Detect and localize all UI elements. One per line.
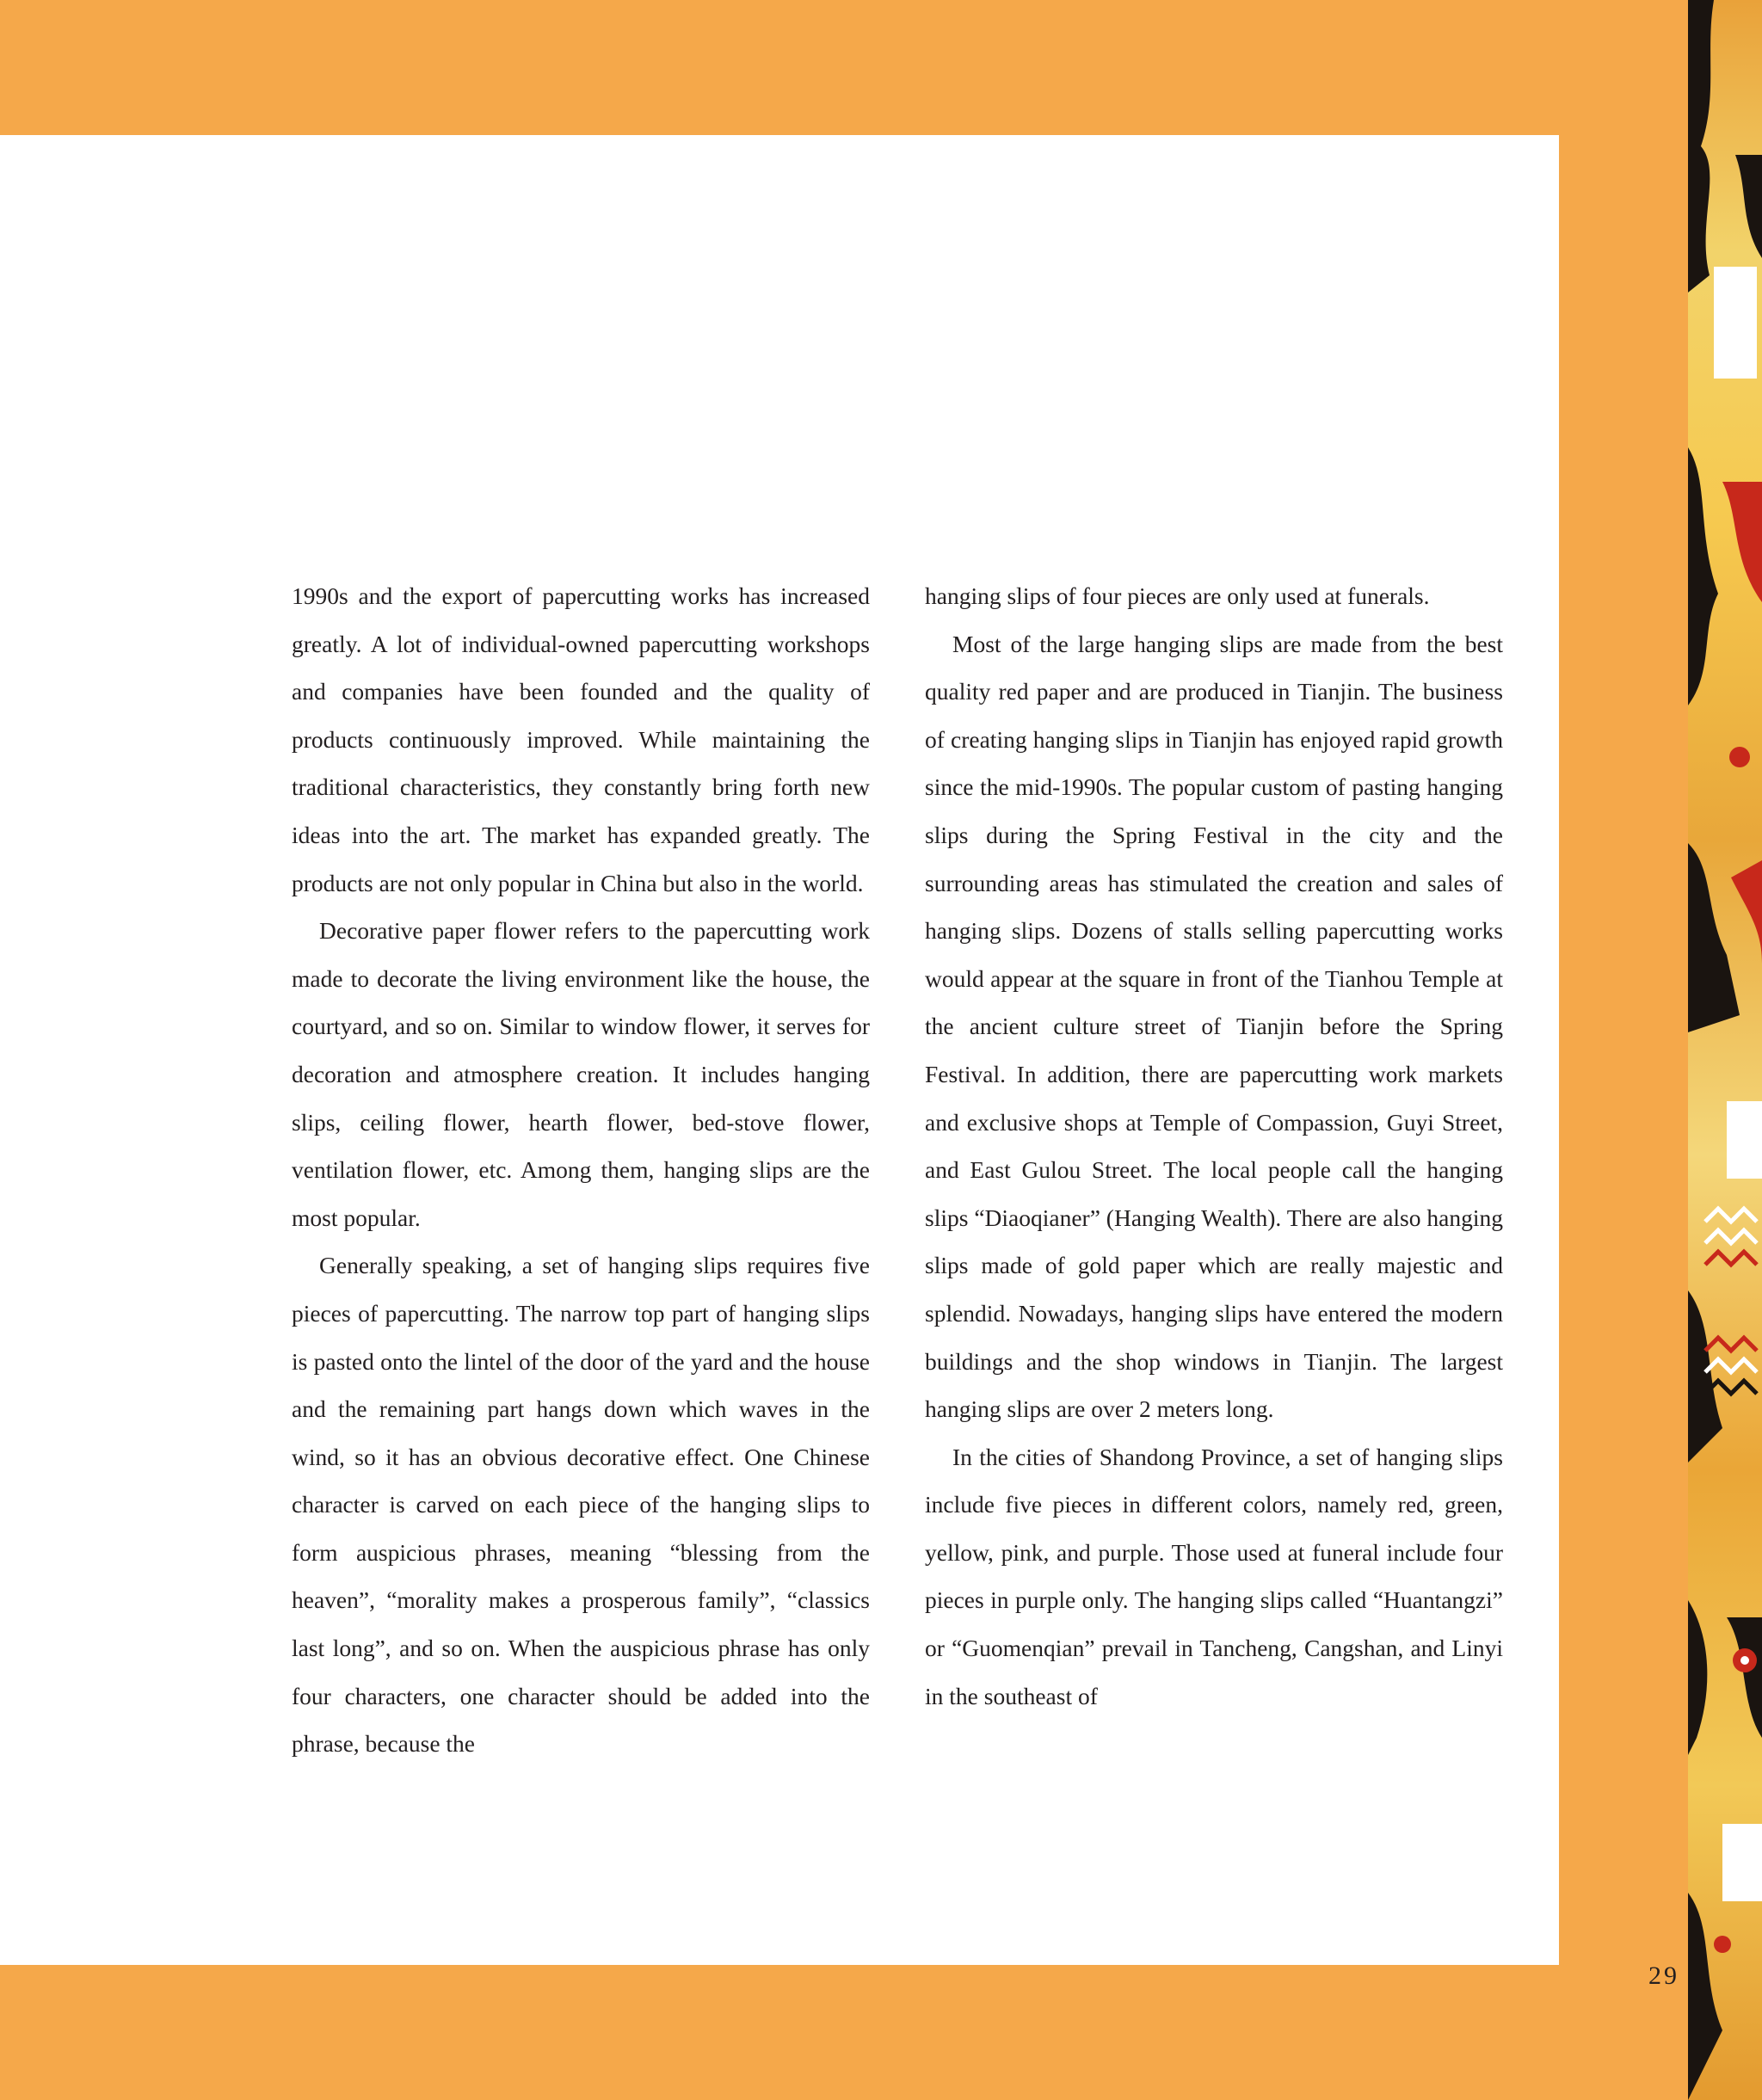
left-text-column — [292, 572, 870, 1768]
paragraph: Generally speaking, a set of hanging slips requires five pieces of papercutting. The narrow top part of hanging slips is pasted onto the lintel of the door of the yard and the house and the remaining part hangs down which waves in the wind, so it has an obvious decorative effect. One Chinese character is carved on each piece of the hanging slips to form auspicious phrases, meaning “blessing from the heaven”, “morality makes a prosperous family”, “classics last long”, and so on. When the auspicious phrase has only four characters, one character should be added into the phrase, because the — [292, 1252, 870, 1758]
paragraph: 1990s and the export of papercutting works has increased greatly. A lot of individual-owned papercutting workshops and companies have been founded and the quality of products continuously improved. While maintaining the traditional characteristics, they constantly bring forth new ideas into the art. The market has expanded greatly. The products are not only popular in China but also in the world. — [292, 582, 870, 896]
papercut-border-illustration — [1688, 0, 1762, 2100]
paragraph: Decorative paper flower refers to the papercutting work made to decorate the living environment like the house, the courtyard, and so on. Similar to window flower, it serves for decoration and atmosphere creation. It includes hanging slips, ceiling flower, hearth flower, bed-stove flower, ventilation flower, etc. Among them, hanging slips are the most popular. — [292, 917, 870, 1231]
right-text-column — [925, 572, 1503, 1720]
paragraph: In the cities of Shandong Province, a set of hanging slips include five pieces in different colors, namely red, green, yellow, pink, and purple. Those used at funeral include four pieces in purple only. The hanging slips called “Huantangzi” or “Guomenqian” prevail in Tancheng, Cangshan, and Linyi in the southeast of — [925, 1443, 1503, 1709]
paragraph: hanging slips of four pieces are only used at funerals. — [925, 582, 1430, 609]
paragraph: Most of the large hanging slips are made from the best quality red paper and are produced in Tianjin. The business of creating hanging slips in Tianjin has enjoyed rapid growth since the mid-1990s. The popular custom of pasting hanging slips during the Spring Festival in the city and the surrounding areas has stimulated the creation and sales of hanging slips. Dozens of stalls selling papercutting works would appear at the square in front of the Tianhou Temple at the ancient culture street of Tianjin before the Spring Festival. In addition, there are papercutting work markets and exclusive shops at Temple of Compassion, Guyi Street, and East Gulou Street. The local people call the hanging slips “Diaoqianer” (Hanging Wealth). There are also hanging slips made of gold paper which are really majestic and splendid. Nowadays, hanging slips have entered the modern buildings and the shop windows in Tianjin. The largest hanging slips are over 2 meters long. — [925, 630, 1503, 1423]
page-number: 29 — [1648, 1961, 1679, 1990]
